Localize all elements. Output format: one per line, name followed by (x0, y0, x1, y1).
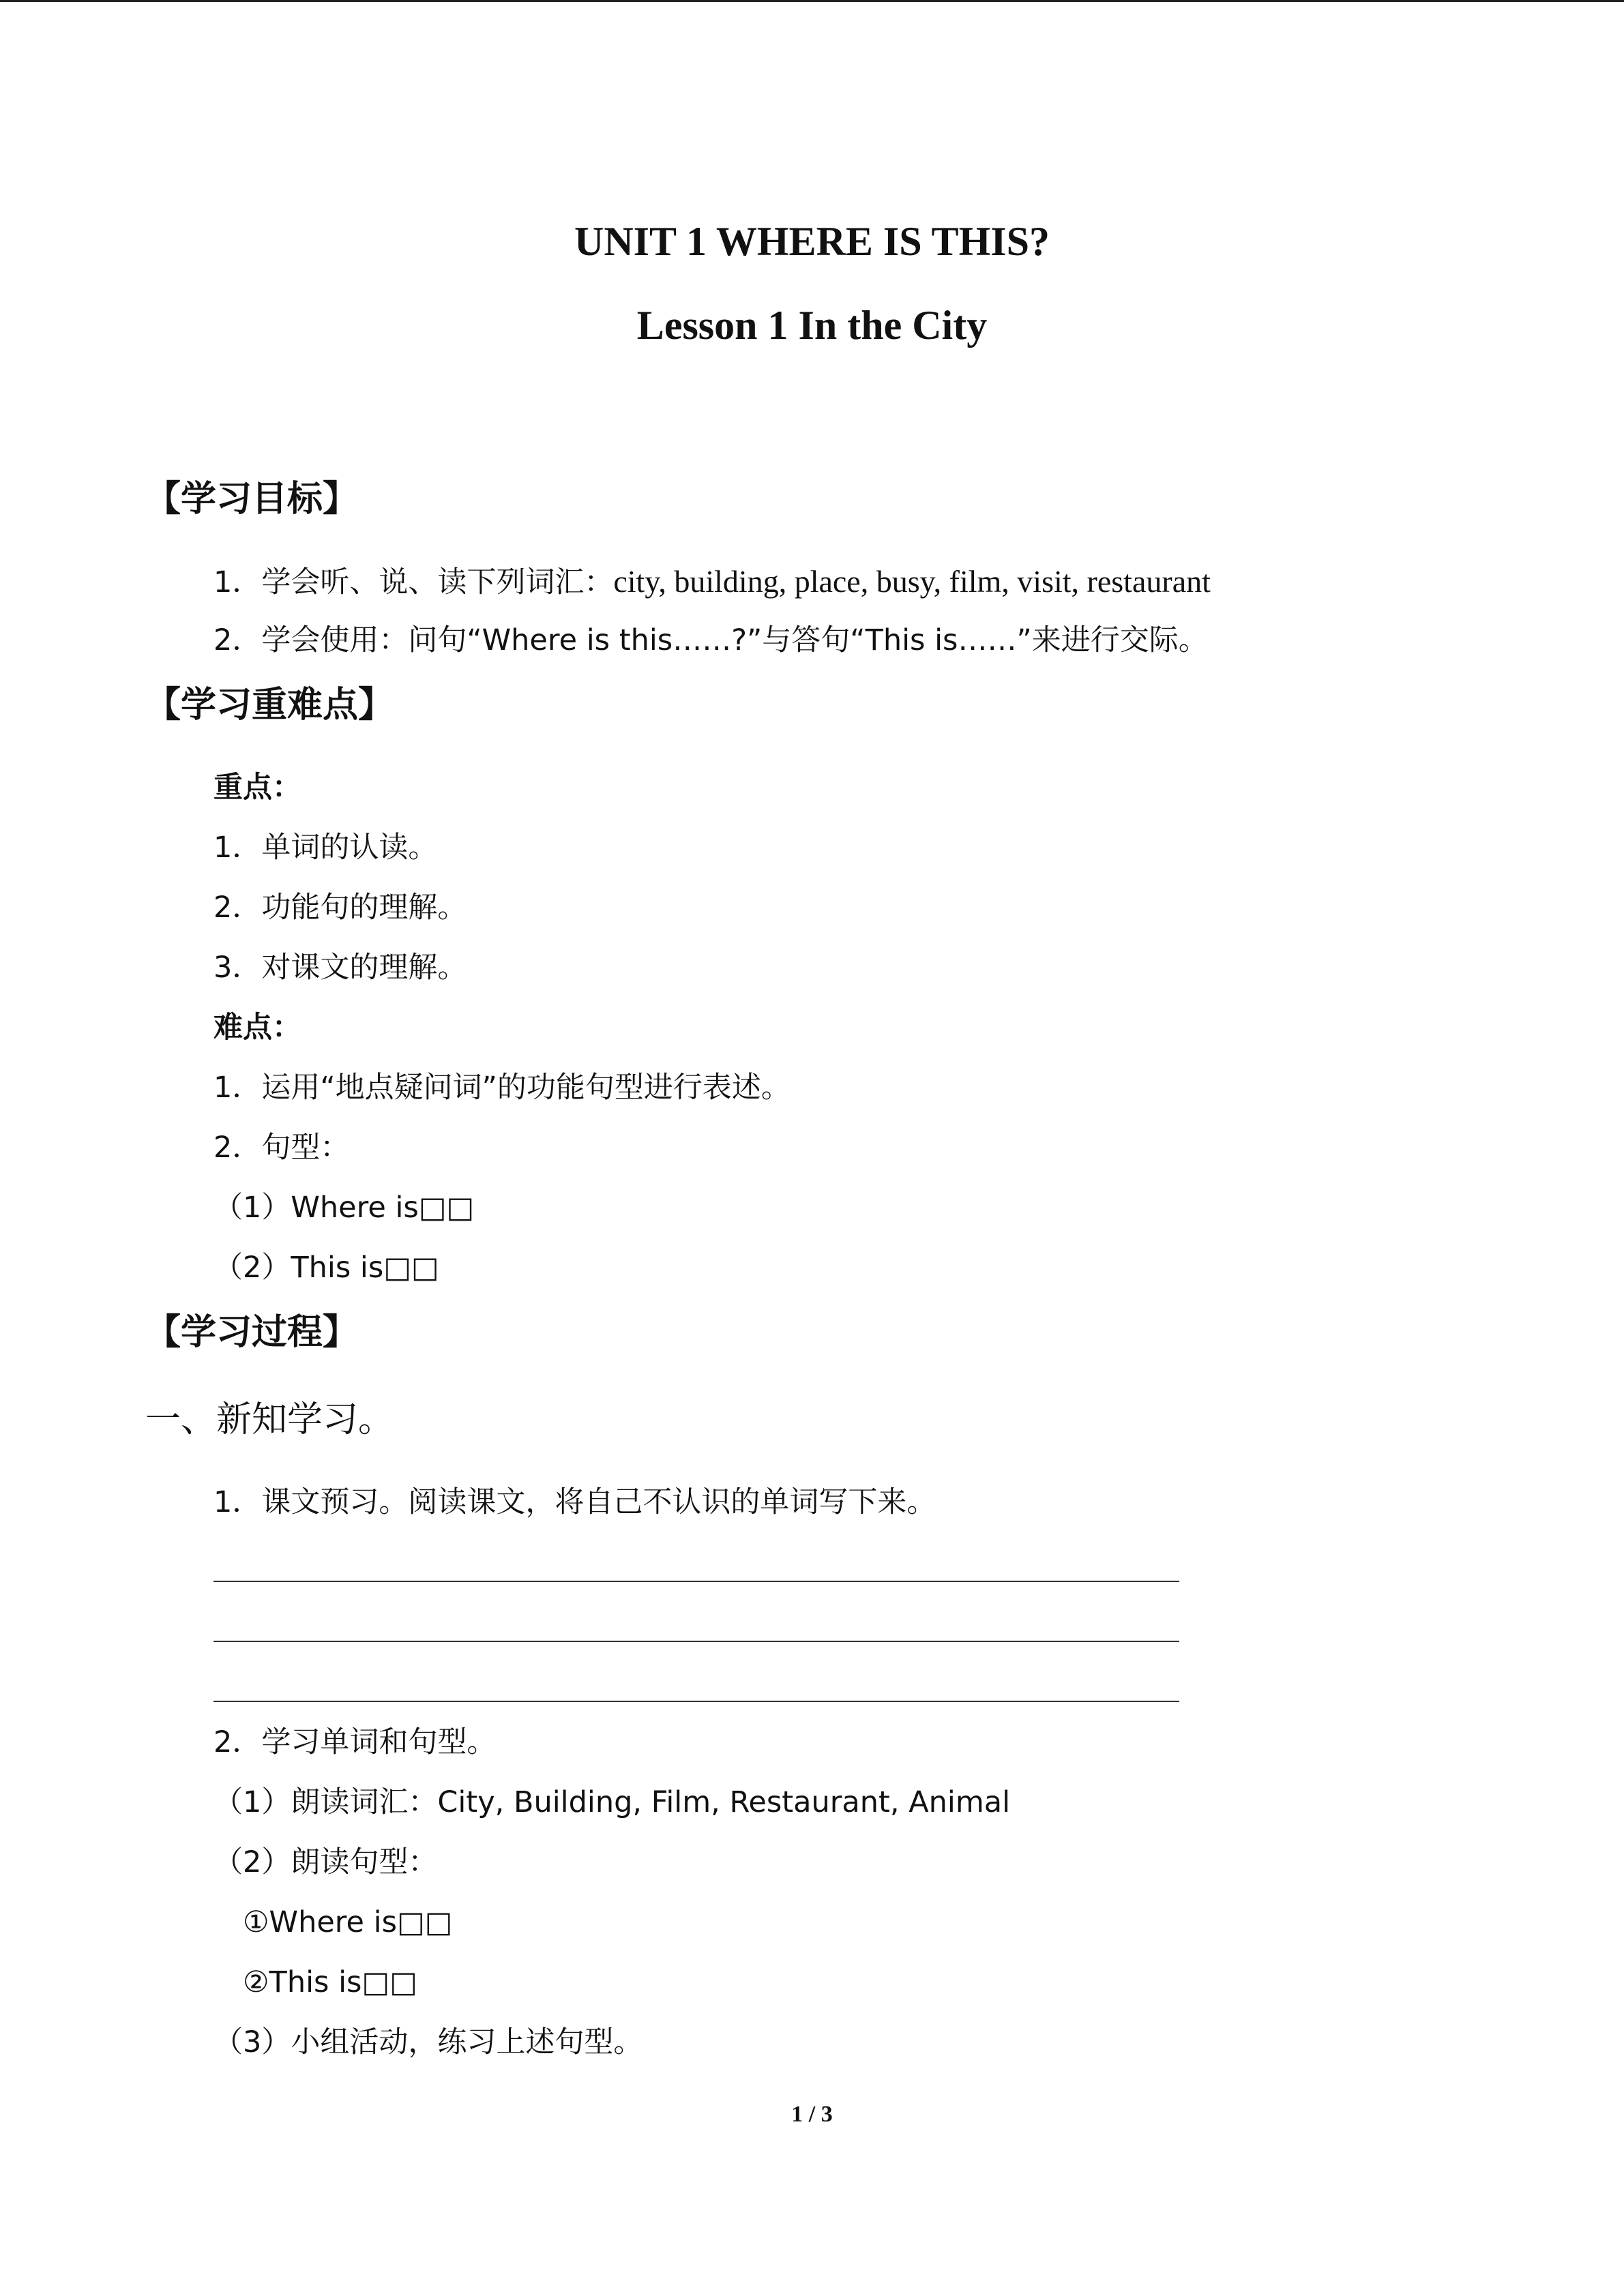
difficulty-item: 1．运用“地点疑问词”的功能句型进行表述。 (213, 1071, 791, 1105)
focus-item: 2．功能句的理解。 (213, 891, 467, 925)
task-2-sub-item: （3）小组活动，练习上述句型。 (213, 2025, 643, 2059)
page-number: 1 / 3 (791, 2102, 833, 2127)
focus-item: 3．对课文的理解。 (213, 951, 467, 985)
objective-item-1-words: city, building, place, busy, film, visit, restaurant (613, 564, 1211, 599)
answer-line (213, 1581, 1179, 1582)
process-heading: 【学习过程】 (145, 1312, 359, 1353)
focus-label: 重点： (213, 771, 301, 805)
objectives-heading: 【学习目标】 (145, 479, 359, 520)
page-title: UNIT 1 WHERE IS THIS? (574, 219, 1050, 264)
task-2-sentence: ①Where is□□ (243, 1905, 453, 1939)
task-2-sub-item: （1）朗读词汇：City, Building, Film, Restaurant, Animal (213, 1785, 1011, 1819)
objective-item-1-prefix: 1．学会听、说、读下列词汇： (213, 565, 614, 599)
section-title: 一、新知学习。 (145, 1399, 394, 1440)
answer-line (213, 1641, 1179, 1642)
page-subtitle: Lesson 1 In the City (636, 303, 988, 348)
sentence-pattern: （2）This is□□ (213, 1251, 439, 1285)
objective-item-1 (213, 566, 1211, 597)
task-2: 2．学习单词和句型。 (213, 1725, 497, 1759)
sentence-pattern: （1）Where is□□ (213, 1191, 475, 1225)
task-2-sub-item: （2）朗读句型： (213, 1845, 438, 1879)
task-1: 1．课文预习。阅读课文，将自己不认识的单词写下来。 (213, 1485, 936, 1519)
page-top-border (0, 0, 1624, 2)
difficulty-label: 难点： (213, 1011, 301, 1045)
focus-item: 1．单词的认读。 (213, 831, 438, 865)
task-2-sentence: ②This is□□ (243, 1965, 417, 1999)
difficulty-item: 2．句型： (213, 1131, 350, 1165)
answer-line (213, 1701, 1179, 1702)
key-points-heading: 【学习重难点】 (145, 685, 394, 726)
objective-item-2: 2．学会使用：问句“Where is this……?”与答句“This is……”来进行交际。 (213, 623, 1208, 657)
